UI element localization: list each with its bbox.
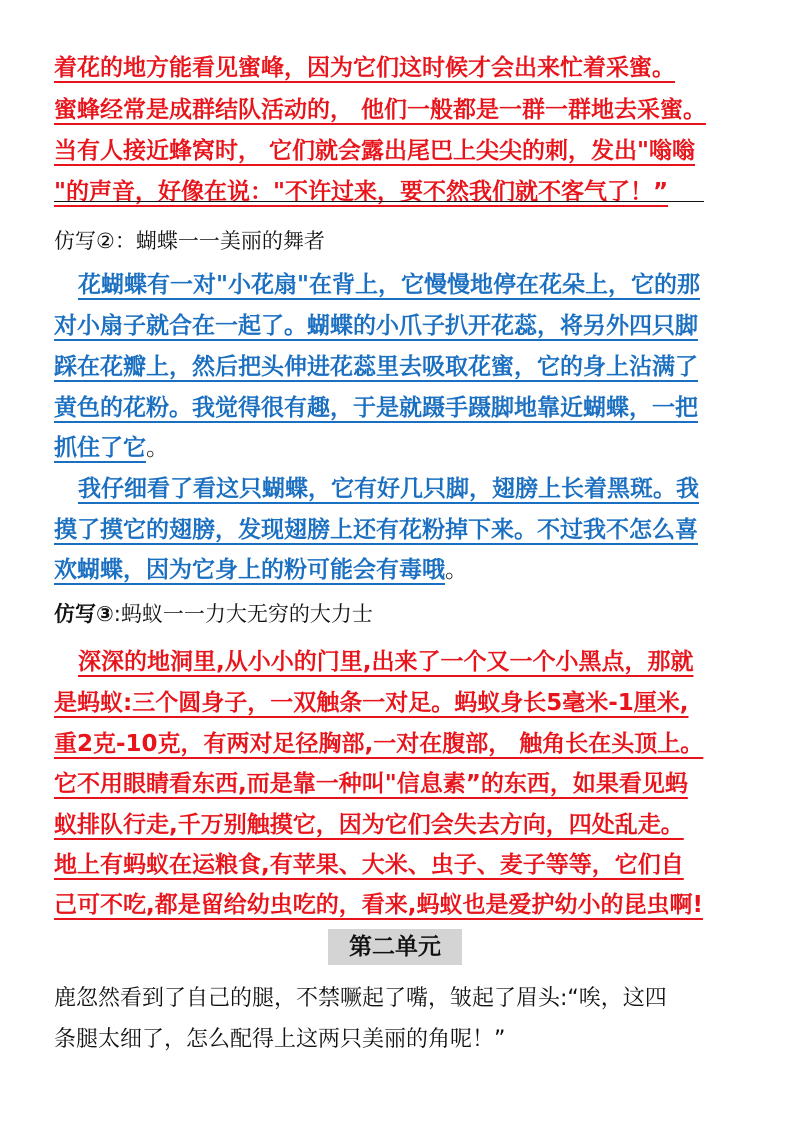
blue-text-line-last	[54, 555, 468, 585]
section-heading-ant	[54, 599, 373, 629]
period-mark: 。	[146, 435, 169, 461]
heading-rest: :蚂蚁一一力大无穷的大力士	[113, 602, 373, 626]
red-text-line: 蜜蜂经常是成群结队活动的， 他们一般都是一群一群地去采蜜。	[54, 97, 707, 123]
blue-text-fragment: 抓住了它	[54, 435, 146, 461]
red-text-line: "的声音，好像在说："不许过来，要不然我们就不客气了！”	[54, 179, 669, 205]
section-heading-butterfly: 仿写②：蝴蝶一一美丽的舞者	[54, 229, 325, 253]
red-text-line: 地上有蚂蚁在运粮食,有苹果、大米、虫子、麦子等等，它们自	[54, 852, 684, 878]
red-text-line: 重2克-10克，有两对足径胸部,一对在腹部， 触角长在头顶上。	[54, 731, 704, 757]
period-mark: 。	[445, 557, 468, 583]
unit-title: 第二单元	[328, 929, 462, 965]
red-text-line: 深深的地洞里,从小小的门里,出来了一个又一个小黑点，那就	[78, 649, 694, 675]
blue-text-line: 对小扇子就合在一起了。蝴蝶的小爪子扒开花蕊，将另外四只脚	[54, 313, 698, 339]
blue-text-line: 黄色的花粉。我觉得很有趣，于是就蹑手蹑脚地靠近蝴蝶，一把	[54, 395, 698, 421]
red-text-line: 当有人接近蜂窝时， 它们就会露出尾巴上尖尖的刺，发出"嗡嗡	[54, 138, 695, 164]
blue-text-line: 我仔细看了看这只蝴蝶，它有好几只脚，翅膀上长着黑斑。我	[78, 476, 699, 502]
red-text-line: 己可不吃,都是留给幼虫吃的，看来,蚂蚁也是爱护幼小的昆虫啊!	[54, 892, 703, 918]
red-text-line: 蚁排队行走,千万别触摸它，因为它们会失去方向，四处乱走。	[54, 812, 684, 838]
blue-text-line: 踩在花瓣上，然后把头伸进花蕊里去吸取花蜜，它的身上沾满了	[54, 354, 698, 380]
red-text-line: 是蚂蚁:三个圆身子，一双触条一对足。蚂蚁身长5毫米-1厘米,	[54, 690, 689, 716]
heading-bold-label: 仿写③	[54, 602, 114, 626]
blue-text-line-last	[54, 433, 169, 463]
body-text-line: 条腿太细了，怎么配得上这两只美丽的角呢！”	[54, 1027, 506, 1052]
blue-text-line: 摸了摸它的翅膀，发现翅膀上还有花粉掉下来。不过我不怎么喜	[54, 517, 698, 543]
underline-rule	[54, 201, 704, 202]
red-text-line: 它不用眼睛看东西,而是靠一种叫"信息素”的东西，如果看见蚂	[54, 771, 688, 797]
blue-text-fragment: 欢蝴蝶，因为它身上的粉可能会有毒哦	[54, 557, 445, 583]
blue-text-line: 花蝴蝶有一对"小花扇"在背上，它慢慢地停在花朵上，它的那	[78, 272, 700, 298]
body-text-line: 鹿忽然看到了自己的腿，不禁噘起了嘴，皱起了眉头:“唉，这四	[54, 986, 667, 1011]
red-text-line: 着花的地方能看见蜜峰，因为它们这时候才会出来忙着采蜜。	[54, 55, 675, 81]
